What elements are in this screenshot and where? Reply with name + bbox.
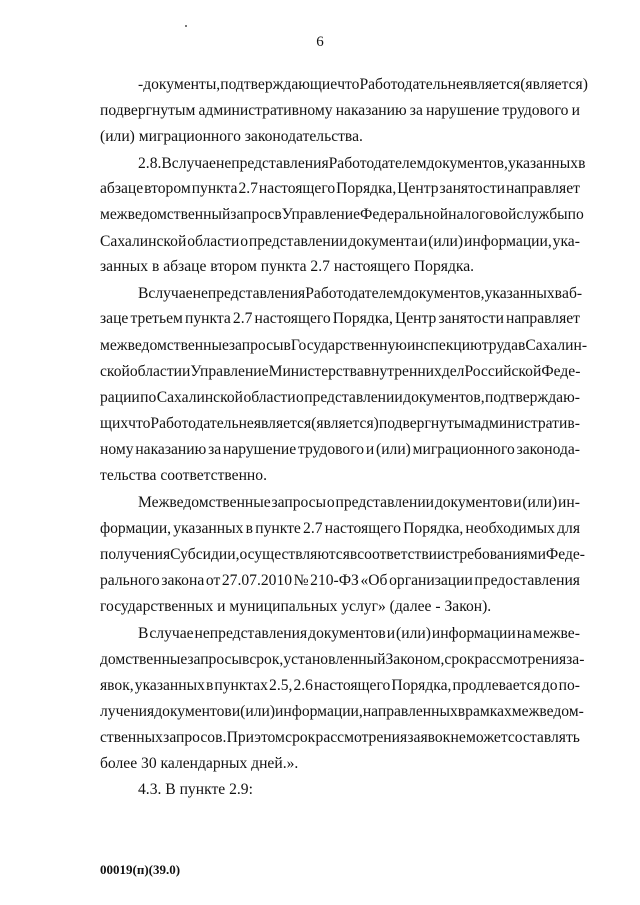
paragraph-6-line-1: 4.3. В пункте 2.9: — [138, 781, 253, 798]
paragraph-4-line-3: получения Субсидии, осуществляются в соответствии с требованиями Феде- — [100, 546, 586, 563]
paragraph-3-line-3: межведомственные запросы в Государственную инспекцию труда в Сахалин- — [100, 337, 588, 354]
paragraph-5-line-5: ственных запросов. При этом срок рассмотрения заявок не может составлять — [100, 729, 580, 746]
paragraph-5-line-1: В случае непредставления документов и (или) информации на межве- — [138, 625, 580, 642]
paragraph-2-line-2: абзаце втором пункта 2.7 настоящего Порядка, Центр занятости направляет — [100, 180, 580, 197]
paragraph-2-line-5: занных в абзаце втором пункта 2.7 настоящего Порядка. — [100, 258, 475, 275]
scan-speck — [185, 25, 187, 27]
document-code: 00019(п)(39.0) — [100, 862, 181, 877]
paragraph-2-line-1: 2.8. В случае непредставления Работодателем документов, указанных в — [138, 155, 586, 172]
page-number: 6 — [316, 34, 324, 50]
paragraph-5-line-6: более 30 календарных дней.». — [100, 755, 299, 772]
paragraph-5-line-3: явок, указанных в пунктах 2.5, 2.6 настоящего Порядка, продлевается до по- — [100, 677, 580, 694]
paragraph-3-line-4: ской области и Управление Министерства внутренних дел Российской Феде- — [100, 363, 581, 380]
paragraph-3-line-1: В случае непредставления Работодателем документов, указанных в аб- — [138, 285, 583, 302]
paragraph-1-line-2: подвергнутым административному наказанию за нарушение трудового и — [100, 102, 580, 119]
paragraph-4-line-5: государственных и муниципальных услуг» (далее - Закон). — [100, 598, 492, 615]
paragraph-1-line-1: - документы, подтверждающие что Работодатель не является (является) — [138, 76, 588, 93]
paragraph-3-line-7: ному наказанию за нарушение трудового и (или) миграционного законода- — [100, 441, 580, 458]
paragraph-5-line-2: домственные запросы в срок, установленный Законом, срок рассмотрения за- — [100, 651, 585, 668]
paragraph-2-line-3: межведомственный запрос в Управление Федеральной налоговой службы по — [100, 206, 584, 223]
paragraph-1-line-3: (или) миграционного законодательства. — [100, 128, 363, 145]
paragraph-2-line-4: Сахалинской области о представлении документа и (или) информации, ука- — [100, 233, 580, 250]
paragraph-4-line-4: рального закона от 27.07.2010 № 210-ФЗ «Об организации предоставления — [100, 572, 580, 589]
paragraph-3-line-5: рации по Сахалинской области о представлении документов, подтверждаю- — [100, 389, 580, 406]
paragraph-3-line-2: заце третьем пункта 2.7 настоящего Порядка, Центр занятости направляет — [100, 310, 580, 327]
paragraph-3-line-6: щих что Работодатель не является (является) подвергнутым административ- — [100, 415, 580, 432]
paragraph-5-line-4: лучения документов и (или) информации, направленных в рамках межведом- — [100, 703, 584, 720]
paragraph-4-line-2: формации, указанных в пункте 2.7 настоящего Порядка, необходимых для — [100, 520, 580, 537]
paragraph-4-line-1: Межведомственные запросы о представлении документов и (или) ин- — [138, 494, 580, 511]
paragraph-3-line-8: тельства соответственно. — [100, 467, 267, 484]
